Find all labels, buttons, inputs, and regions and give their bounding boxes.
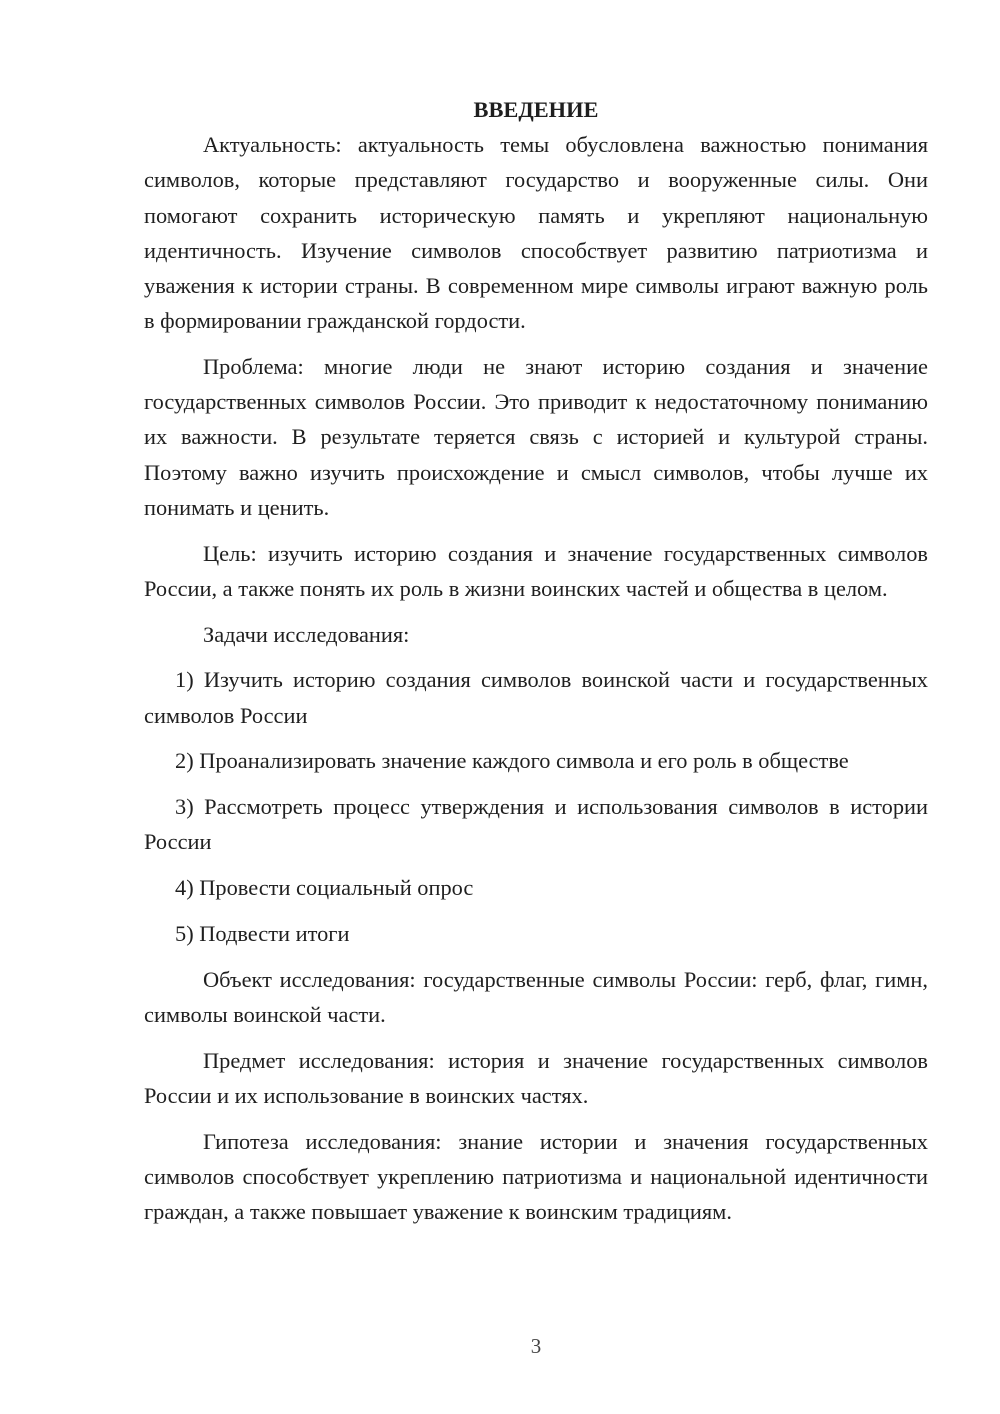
task-item-2: 2) Проанализировать значение каждого символа и его роль в обществе [175,748,849,774]
task-item-1: 1) Изучить историю создания символов воинской части и государственных символов России [144,667,928,728]
task-item-5: 5) Подвести итоги [175,921,350,946]
section-title: ВВЕДЕНИЕ [473,97,599,122]
tasks-heading: Задачи исследования: [203,621,410,647]
paragraph-subject: Предмет исследования: история и значение государственных символов России и их использование в воинских частях. [144,1047,928,1108]
task-item-4: 4) Провести социальный опрос [175,875,474,901]
paragraph-object: Объект исследования: государственные символы России: герб, флаг, гимн, символы воинской части. [144,966,928,1027]
page-number: 3 [530,1334,542,1358]
paragraph-relevance: Актуальность: актуальность темы обусловлена важностью понимания символов, которые представляют государство и вооруженные силы. Они помогают сохранить историческую память и укрепляют национальную идентичность. Изучение символов способствует развитию патриотизма и уважения к истории страны. В современном мире символы играют важную роль в формировании гражданской гордости. [144,132,928,334]
page-content [144,92,928,1229]
paragraph-goal: Цель: изучить историю создания и значение государственных символов России, а также понять их роль в жизни воинских частей и общества в целом. [144,540,928,601]
task-item-3: 3) Рассмотреть процесс утверждения и использования символов в истории России [144,794,928,855]
paragraph-hypothesis: Гипотеза исследования: знание истории и значения государственных символов способствует укреплению патриотизма и национальной идентичности граждан, а также повышает уважение к воинским традициям. [144,1128,928,1225]
paragraph-problem: Проблема: многие люди не знают историю создания и значение государственных символов России. Это приводит к недостаточному пониманию их важности. В результате теряется связь с историей и культурой страны. Поэтому важно изучить происхождение и смысл символов, чтобы лучше их понимать и ценить. [144,354,928,520]
